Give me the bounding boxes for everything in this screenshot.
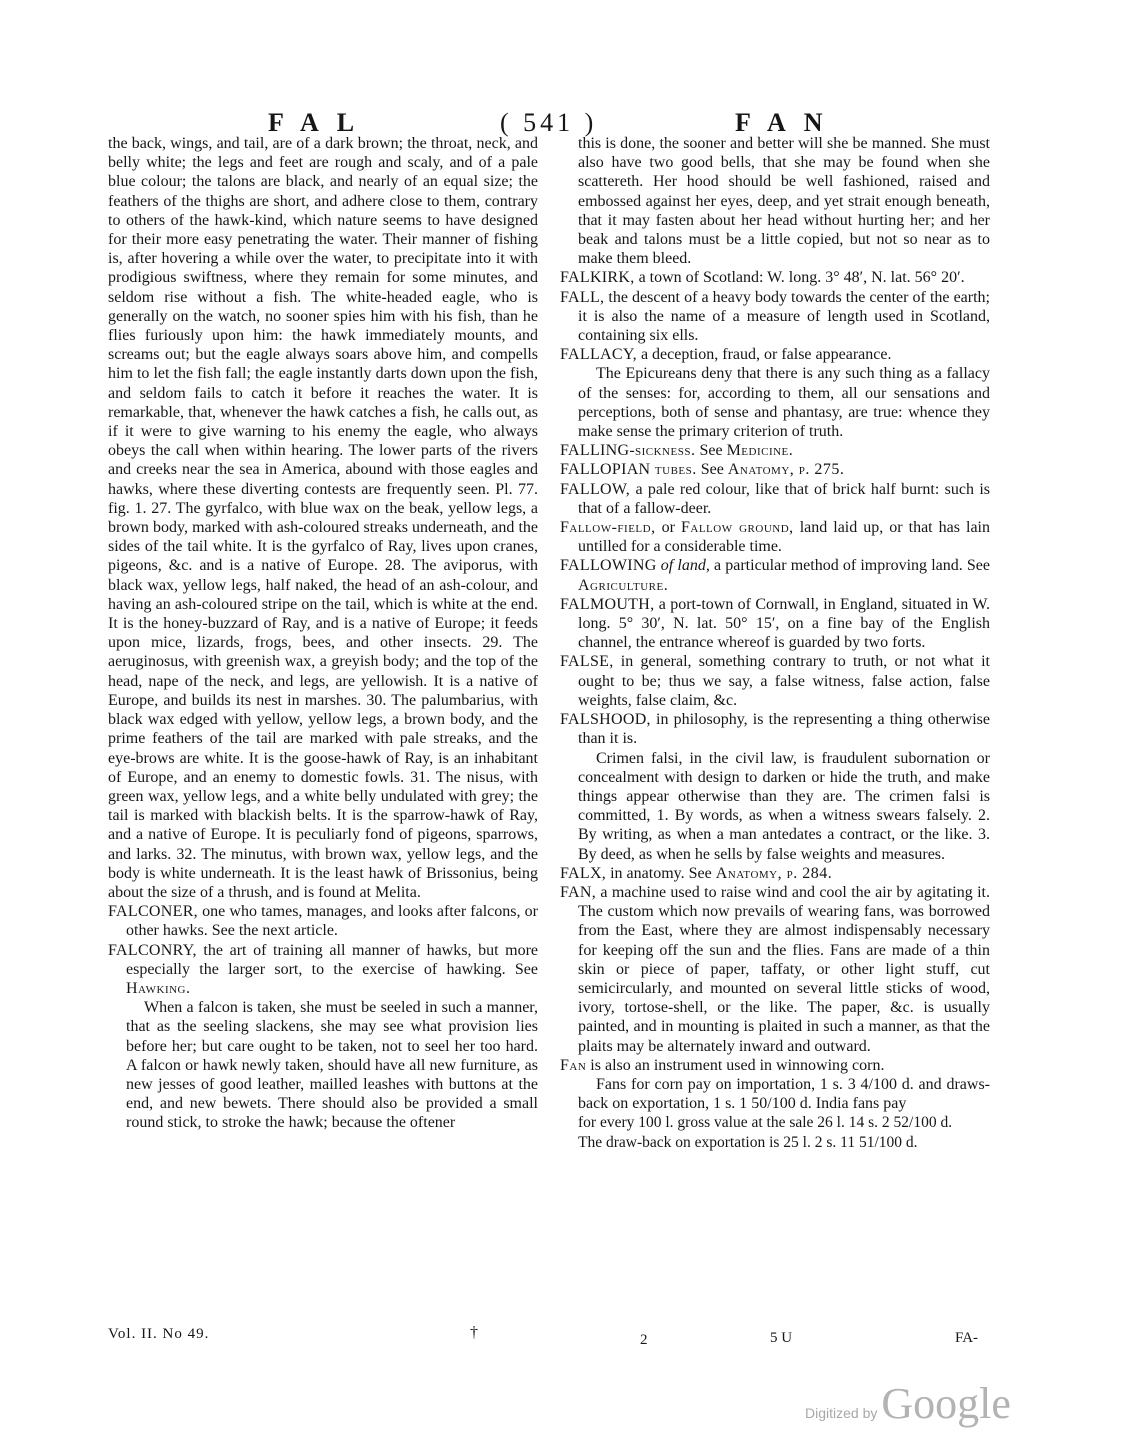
- entry-fan: [560, 883, 990, 1056]
- hawk-continuation-paragraph: the back, wings, and tail, are of a dark brown; the throat, neck, and belly white; the legs and feet are rough and scaly, and of a pale blue colour; the talons are black, and nearly of an equal size; the feathers of the thighs are short, and adhere close to them, contrary to others of the hawk-kind, which nature seems to have designed for their more easy penetrating the water. Their manner of fishing is, after hovering a while over the water, to precipitate into it with prodigious swiftness, where they remain for some minutes, and seldom rise without a fish. The white-headed eagle, who is generally on the watch, no sooner spies him with his fish, than he flies furiously upon him: the hawk immediately mounts, and screams out; but the eagle always soars above him, and compells him to let the fish fall; the eagle instantly darts down upon the fish, and seldom fails to catch it before it reaches the water. It is remarkable, that, whenever the hawk catches a fish, he calls out, as if it were to give warning to his enemy the eagle, who always obeys the call when within hearing. The lower parts of the rivers and creeks near the sea in America, abound with those eagles and hawks, where these diverting contests are frequently seen. Pl. 77. fig. 1. 27. The gyrfalco, with blue wax on the beak, yellow legs, a brown body, marked with ash-coloured streaks underneath, and the sides of the tail white. It is the gyrfalco of Ray, lives upon cranes, pigeons, &c. and is a native of Europe. 28. The aviporus, with black wax, yellow legs, half naked, the head of an ash-colour, and having an ash-coloured stripe on the tail, which is white at the end. It is the honey-buzzard of Ray, and is a native of Europe; it feeds upon mice, lizards, frogs, bees, and other insects. 29. The aeruginosus, with greenish wax, a greyish body; and the top of the head, nape of the neck, and legs, are yellowish. It is a native of Europe, and builds its nest in marshes. 30. The palumbarius, with black wax edged with yellow, yellow legs, a brown body, and the prime feathers of the tail are marked with pale streaks, and the eye-brows are white. It is the goose-hawk of Ray, is an inhabitant of Europe, and an enemy to domestic fowls. 31. The nisus, with green wax, yellow legs, and a white belly undulated with grey; the tail is marked with blackish belts. It is the sparrow-hawk of Ray, and a native of Europe. It is peculiarly fond of pigeons, sparrows, and larks. 32. The minutus, with brown wax, yellow legs, and the body is white underneath. It is the least hawk of Brissonius, being about the size of a thrush, and is found at Melita.: [108, 135, 538, 901]
- falconry-continuation: this is done, the sooner and better will she be manned. She must also have two good bells, that she may be found when she scattereth. Her hood should be well fashioned, raised and embossed against her eyes, deep, and yet strait enough beneath, that it may fasten about her head without hurting her; and her beak and talons must be a little copied, but not so near as to make them bleed.: [578, 135, 990, 268]
- definition: in anatomy. See: [606, 864, 716, 882]
- definition: land laid up, or that has lain untilled for a considerable time.: [578, 519, 990, 556]
- headword: FALLACY,: [560, 346, 637, 364]
- headword: FAN,: [560, 883, 597, 901]
- running-head-right: FAN: [735, 108, 841, 137]
- headword: FALCONRY,: [108, 941, 197, 959]
- entry-fallow-field: [560, 518, 990, 556]
- falconry-paragraph: When a falcon is taken, she must be seeled in such a manner, that as the seeling slackens, she may see what provision lies before her; but care ought to be taken, not to seel her too hard. A falcon or hawk newly taken, should have all new furniture, as new jesses of good leather, mailled leashes with buttons at the end, and new bewets. There should also be provided a small round stick, to stroke the hawk; because the oftener: [126, 999, 538, 1132]
- headword-smallcaps: sickness.: [634, 442, 696, 460]
- headword: Fan: [560, 1056, 587, 1074]
- headword-smallcaps: tubes.: [650, 461, 697, 479]
- definition: a pale red colour, like that of brick half burnt: such is that of a fallow-deer.: [578, 480, 990, 517]
- cross-reference: Anatomy, p. 275.: [727, 461, 845, 479]
- definition: a port-town of Cornwall, in England, situated in W. long. 5° 30′, N. lat. 50° 15′, on a fine bay of the English channel, the entrance whereof is guarded by two forts.: [578, 595, 990, 652]
- signature-mark: 5 U: [770, 1330, 793, 1346]
- headword: FALLOPIAN: [560, 461, 651, 479]
- entry-fallacy: [560, 345, 990, 364]
- fan-drawback-line: The draw-back on exportation is 25 l. 2 s. 11 51/100 d.: [578, 1133, 918, 1151]
- headword-italic: of land,: [656, 557, 710, 575]
- definition: is also an instrument used in winnowing corn.: [586, 1056, 885, 1074]
- headword: FALMOUTH,: [560, 595, 655, 613]
- headword-alt: Fallow ground,: [680, 519, 794, 537]
- dagger-mark: †: [470, 1324, 478, 1341]
- falshood-paragraph: Crimen falsi, in the civil law, is fraudulent subornation or concealment with design to darken or hide the truth, and make things appear otherwise than they are. The crimen falsi is committed, 1. By words, as when a witness swears falsely. 2. By writing, as when a man antedates a contract, or the like. 3. By deed, as when he sells by false weights and measures.: [578, 749, 990, 863]
- entry-fallow: [560, 480, 990, 518]
- entry-falx: [560, 864, 990, 883]
- cross-reference: Agriculture.: [578, 576, 669, 594]
- see-text: See: [695, 442, 727, 460]
- headword: FALKIRK,: [560, 269, 635, 287]
- definition: a machine used to raise wind and cool the air by agitating it. The custom which now prevails of wearing fans, was borrowed from the East, where they are almost indispensably necessary for keeping off the sun and the flies. Fans are made of a thin skin or piece of paper, taffaty, or other light stuff, cut semicircularly, and mounted on several little sticks of wood, ivory, tortose-shell, or the like. The paper, &c. is usually painted, and in mounting is plaited in such a manner, as that the plaits may be alternately inward and outward.: [578, 883, 990, 1055]
- headword: FALSHOOD,: [560, 711, 651, 729]
- entry-falconer: [108, 902, 538, 940]
- headword: Fallow-field,: [560, 519, 656, 537]
- definition: one who tames, manages, and looks after falcons, or other hawks. See the next article.: [126, 903, 538, 940]
- headword: FALLING-: [560, 442, 635, 460]
- entry-false: [560, 652, 990, 710]
- definition: a particular method of improving land. See: [709, 557, 991, 575]
- entry-fallopian-tubes: [560, 460, 990, 479]
- entry-fall: [560, 288, 990, 346]
- entry-falkirk: [560, 268, 990, 287]
- headword: FALLOW,: [560, 480, 631, 498]
- definition: in general, something contrary to truth, or not what it ought to be; thus we say, a false witness, false action, false weights, false claim, &c.: [578, 653, 990, 709]
- cross-reference: Hawking.: [126, 979, 191, 997]
- definition: a deception, fraud, or false appearance.: [636, 346, 892, 364]
- signature-number: 2: [640, 1332, 648, 1348]
- headword: FALLOWING: [560, 557, 657, 575]
- see-text: See: [696, 461, 728, 479]
- entry-falmouth: [560, 595, 990, 653]
- volume-footer: Vol. II. No 49.: [108, 1326, 210, 1342]
- fallacy-paragraph: The Epicureans deny that there is any such thing as a fallacy of the senses: for, according to them, all our sensations and perceptions, both of sense and phantasy, are true: whence they make sense the primary criterion of truth.: [578, 365, 990, 441]
- digitized-watermark: [805, 1378, 1011, 1429]
- digitized-by-text: Digitized by: [805, 1405, 878, 1421]
- headword: FALX,: [560, 864, 607, 882]
- definition: the descent of a heavy body towards the center of the earth; it is also the name of a measure of length used in Scotland, containing six ells.: [578, 288, 990, 345]
- right-column: [560, 134, 990, 1152]
- headword: FALSE,: [560, 653, 614, 671]
- cross-reference: Medicine.: [726, 442, 794, 460]
- fan-duty-paragraph: Fans for corn pay on importation, 1 s. 3 4/100 d. and draws-back on exportation, 1 s. 1 50/100 d. India fans pay: [578, 1075, 990, 1113]
- entry-falling-sickness: [560, 441, 990, 460]
- entry-falshood: [560, 710, 990, 748]
- entry-falconry: [108, 941, 538, 999]
- entry-fallowing: [560, 556, 990, 594]
- definition: in philosophy, is the representing a thing otherwise than it is.: [578, 711, 990, 748]
- headword: FALL,: [560, 288, 605, 306]
- or-text: or: [655, 519, 681, 537]
- catchword: FA-: [955, 1330, 979, 1346]
- entry-fan-winnowing: [560, 1056, 990, 1075]
- left-column: [108, 134, 538, 1133]
- headword: FALCONER,: [108, 903, 198, 921]
- running-head-left: FAL: [268, 108, 373, 137]
- cross-reference: Anatomy, p. 284.: [715, 864, 833, 882]
- definition: a town of Scotland: W. long. 3° 48′, N. lat. 56° 20′.: [634, 269, 965, 287]
- google-logo: Google: [881, 1379, 1011, 1428]
- fan-gross-value-line: for every 100 l. gross value at the sale 26 l. 14 s. 2 52/100 d.: [578, 1114, 953, 1132]
- page-number: ( 541 ): [500, 108, 598, 137]
- definition: the art of training all manner of hawks, but more especially the larger sort, to the exercise of hawking. See: [126, 941, 538, 978]
